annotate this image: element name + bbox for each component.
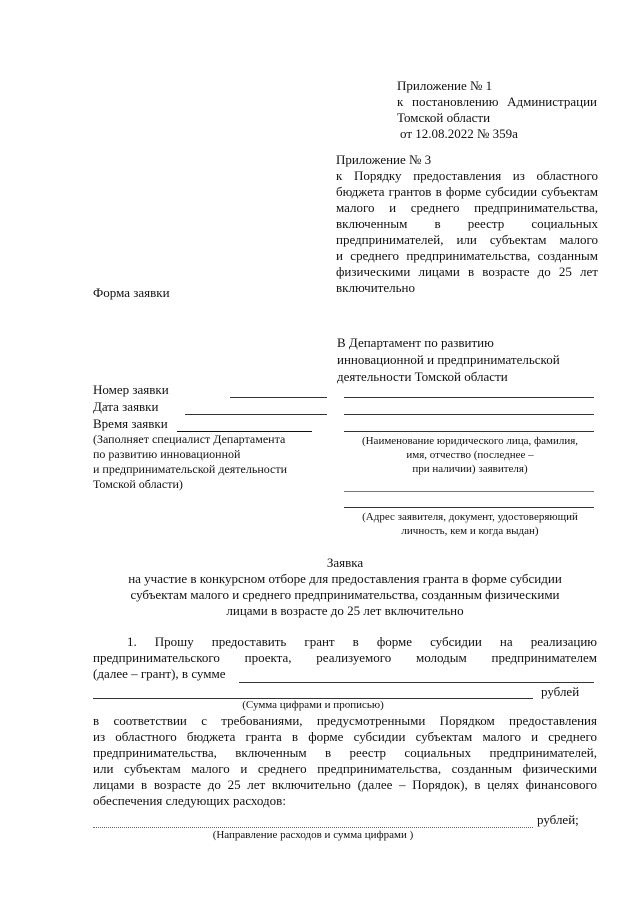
applicant-name-hint-line: (Наименование юридического лица, фамилия, <box>361 435 579 447</box>
paragraph-2-line: или субъектам малого и среднего предпринимательства, созданным физическими <box>93 761 597 776</box>
application-number-field[interactable] <box>230 397 327 398</box>
rubles-label-2: рублей; <box>537 812 579 827</box>
application-heading-line: лицами в возрасте до 25 лет включительно <box>226 603 464 618</box>
appendix-3-line: бюджета грантов в форме субсидии субъектам <box>336 184 598 199</box>
appendix-3-line: малого и среднего предпринимательства, <box>336 200 598 215</box>
paragraph-2-line: в соответствии с требованиями, предусмотренными Порядком предоставления <box>93 713 597 728</box>
specialist-note-line: Томской области) <box>93 477 183 491</box>
paragraph-2-line: из областного бюджета гранта в форме субсидии субъектам малого и среднего <box>93 729 597 744</box>
applicant-address-hint-line: (Адрес заявителя, документ, удостоверяющий <box>362 511 578 523</box>
paragraph-2-line: обеспечения следующих расходов: <box>93 793 286 808</box>
applicant-address-hint-line: личность, кем и когда выдан) <box>401 525 539 537</box>
specialist-note-line: (Заполняет специалист Департамента <box>93 432 286 446</box>
specialist-note <box>93 432 333 492</box>
application-date-label: Дата заявки <box>93 399 159 414</box>
appendix-1-region: Томской области <box>397 110 491 125</box>
applicant-name-hint-line: имя, отчество (последнее – <box>406 449 534 461</box>
form-label: Форма заявки <box>93 285 170 300</box>
applicant-address-hint <box>340 510 600 538</box>
appendix-3-line: к Порядку предоставления из областного <box>336 168 598 183</box>
paragraph-2 <box>93 713 597 809</box>
rubles-label: рублей <box>541 684 580 699</box>
recipient-line: инновационной и предпринимательской <box>337 352 560 367</box>
paragraph-1-line: (далее – грант), в сумме <box>93 666 226 681</box>
appendix-3-line: и среднего предпринимательства, созданным <box>336 248 598 263</box>
application-heading-line: на участие в конкурсном отборе для предоставления гранта в форме субсидии <box>128 571 562 586</box>
paragraph-1-line: предпринимательского проекта, реализуемого молодым предпринимателем <box>93 650 597 665</box>
appendix-3-line: включительно <box>336 280 415 295</box>
appendix-1-resolution: к постановлению Администрации <box>397 94 597 109</box>
applicant-name-hint-line: при наличии) заявителя) <box>412 463 528 475</box>
appendix-3-line: физическими лицами в возрасте до 25 лет <box>336 264 598 279</box>
paragraph-1-line: 1. Прошу предоставить грант в форме субсидии на реализацию <box>127 634 597 649</box>
appendix-1-block <box>397 78 597 142</box>
applicant-name-field-2[interactable] <box>344 414 594 415</box>
application-date-field[interactable] <box>185 414 327 415</box>
recipient-block <box>337 334 597 385</box>
expense-hint: (Направление расходов и сумма цифрами ) <box>212 829 414 841</box>
recipient-line: деятельности Томской области <box>337 369 508 384</box>
specialist-note-line: по развитию инновационной <box>93 447 241 461</box>
appendix-3-title: Приложение № 3 <box>336 152 432 167</box>
recipient-line: В Департамент по развитию <box>337 335 494 350</box>
appendix-3-block <box>336 152 598 296</box>
appendix-3-line: предпринимателей, или субъектам малого <box>336 232 598 247</box>
applicant-name-field-3[interactable] <box>344 431 594 432</box>
appendix-3-line: включенным в реестр социальных <box>336 216 598 231</box>
paragraph-2-line: предпринимательства, включенным в реестр социальных предпринимателей, <box>93 745 597 760</box>
specialist-note-line: и предпринимательской деятельности <box>93 462 288 476</box>
grant-sum-field-1[interactable] <box>239 682 594 683</box>
applicant-address-field-2[interactable] <box>344 507 594 508</box>
appendix-1-date: от 12.08.2022 № 359а <box>400 126 518 141</box>
application-heading <box>93 555 597 619</box>
appendix-1-title: Приложение № 1 <box>397 78 493 93</box>
applicant-name-field-1[interactable] <box>344 397 594 398</box>
application-heading-line: субъектам малого и среднего предпринимательства, созданным физическими <box>130 587 560 602</box>
application-heading-title: Заявка <box>326 555 364 570</box>
sum-hint: (Сумма цифрами и прописью) <box>242 699 384 711</box>
applicant-address-field-1[interactable] <box>344 491 594 492</box>
paragraph-2-line: лицами в возрасте до 25 лет включительно (далее – Порядок), в целях финансового <box>93 777 597 792</box>
paragraph-1 <box>93 634 597 682</box>
applicant-name-hint <box>340 434 600 476</box>
application-number-label: Номер заявки <box>93 382 169 397</box>
application-time-label: Время заявки <box>93 416 168 431</box>
